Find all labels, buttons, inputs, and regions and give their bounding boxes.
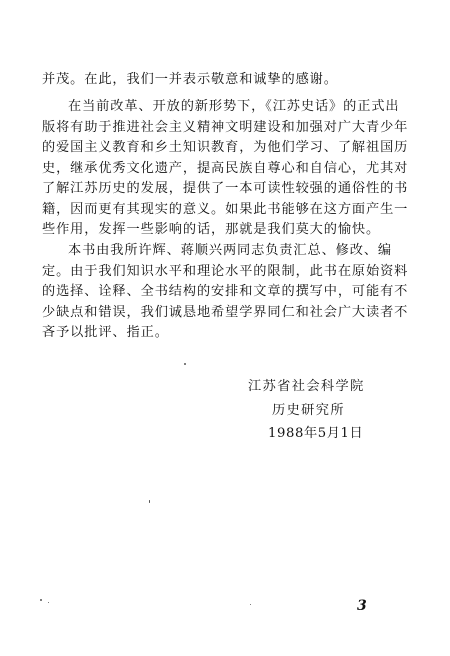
- text-line: 并茂。在此，我们一并表示敬意和诚挚的感谢。: [42, 72, 338, 87]
- text-line: 本书由我所许辉、蒋顺兴两同志负责汇总、修改、编: [68, 243, 393, 258]
- scan-speck: [40, 599, 42, 601]
- text-line: 史，继承优秀文化遗产，提高民族自尊心和自信心，尤其对: [42, 160, 409, 176]
- scan-speck: [48, 602, 49, 603]
- text-line: 些作用，发挥一些影响的话，那就是我们莫大的愉快。: [42, 222, 381, 237]
- scan-speck: [250, 604, 251, 605]
- page-number: 3: [357, 598, 367, 614]
- text-line: 的选择、诠释、全书结构的安排和文章的撰写中，可能有不: [42, 284, 409, 299]
- scan-speck: [184, 363, 186, 365]
- text-line: 版将有助于推进社会主义精神文明建设和加强对广大青少年: [42, 119, 409, 135]
- signature-organization: 江苏省社会科学院: [248, 379, 365, 394]
- paragraph-3: [42, 241, 409, 344]
- text-line: 的爱国主义教育和乡土知识教育，为他们学习、了解祖国历: [42, 140, 409, 155]
- paragraph-1: [42, 70, 406, 91]
- text-line: 少缺点和错误，我们诚恳地希望学界同仁和社会广大读者不: [42, 304, 409, 320]
- text-line: 定。由于我们知识水平和理论水平的限制，此书在原始资料: [42, 263, 409, 279]
- signature-department: 历史研究所: [272, 403, 345, 418]
- text-line: 了解江苏历史的发展，提供了一本可读性较强的通俗性的书: [42, 181, 409, 196]
- text-line: 在当前改革、开放的新形势下，《江苏史话》的正式出: [68, 99, 400, 114]
- text-line: 吝予以批评、指正。: [42, 325, 169, 340]
- paragraph-2: [42, 97, 409, 241]
- signature-date: 1988年5月1日: [268, 426, 364, 441]
- scan-speck: [149, 500, 150, 503]
- text-line: 籍，因而更有其现实的意义。如果此书能够在这方面产生一: [42, 201, 409, 217]
